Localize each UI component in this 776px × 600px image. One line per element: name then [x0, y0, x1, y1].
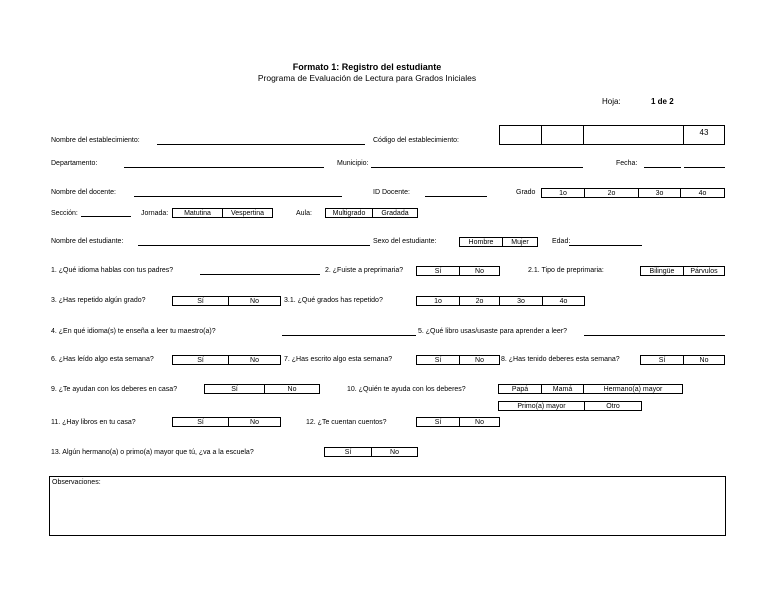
teacher-name-label: Nombre del docente: [51, 189, 116, 196]
q1-label: 1. ¿Qué idioma hablas con tus padres? [51, 267, 174, 274]
classroom-option-graded[interactable]: Gradada [372, 208, 418, 218]
date-label: Fecha: [616, 160, 638, 167]
q8-no[interactable]: No [683, 355, 725, 365]
q8-yes[interactable]: Sí [640, 355, 684, 365]
helper-older-cousin[interactable]: Primo(a) mayor [498, 401, 585, 411]
q12-no[interactable]: No [459, 417, 500, 427]
q3-options [172, 296, 281, 306]
section-field[interactable] [81, 216, 131, 217]
q2-1-options [640, 266, 725, 276]
q2-1-label: 2.1. Tipo de preprimaria: [528, 267, 604, 274]
date-field-1[interactable] [644, 167, 681, 168]
q4-label: 4. ¿En qué idioma(s) te enseña a leer tu maestro(a)? [51, 328, 216, 335]
helper-mom[interactable]: Mamá [541, 384, 584, 394]
form-subtitle: Programa de Evaluación de Lectura para Grados Iniciales [257, 73, 477, 83]
q3-yes[interactable]: Sí [172, 296, 229, 306]
grade-option-4[interactable]: 4o [680, 188, 725, 198]
preschool-parvulos[interactable]: Párvulos [683, 266, 725, 276]
q9-label: 9. ¿Te ayudan con los deberes en casa? [51, 386, 178, 393]
helper-older-sibling[interactable]: Hermano(a) mayor [583, 384, 683, 394]
grade-option-2[interactable]: 2o [584, 188, 639, 198]
sheet-value: 1 de 2 [651, 97, 674, 106]
municipality-label: Municipio: [337, 160, 369, 167]
municipality-field[interactable] [371, 167, 583, 168]
section-label: Sección: [51, 210, 78, 217]
grade-label: Grado [516, 189, 536, 196]
q10-options-row1 [498, 384, 683, 394]
establishment-name-field[interactable] [157, 144, 365, 145]
q13-options [324, 447, 418, 457]
age-field[interactable] [569, 245, 642, 246]
q3-1-options [416, 296, 585, 306]
repeated-grade-2[interactable]: 2o [459, 296, 500, 306]
classroom-label: Aula: [296, 210, 312, 217]
repeated-grade-4[interactable]: 4o [542, 296, 585, 306]
q11-yes[interactable]: Sí [172, 417, 229, 427]
student-name-field[interactable] [138, 245, 370, 246]
helper-other[interactable]: Otro [584, 401, 642, 411]
department-field[interactable] [124, 167, 324, 168]
q7-yes[interactable]: Sí [416, 355, 460, 365]
grade-option-1[interactable]: 1o [541, 188, 585, 198]
code-box-3[interactable] [583, 125, 684, 145]
q11-label: 11. ¿Hay libros en tu casa? [51, 419, 136, 426]
q2-no[interactable]: No [459, 266, 500, 276]
q1-field[interactable] [200, 274, 320, 275]
classroom-option-multigrade[interactable]: Multigrado [325, 208, 373, 218]
sex-option-female[interactable]: Mujer [502, 237, 538, 247]
q11-no[interactable]: No [228, 417, 281, 427]
q7-no[interactable]: No [459, 355, 500, 365]
shift-option-afternoon[interactable]: Vespertina [222, 208, 273, 218]
q10-options-row2 [498, 401, 642, 411]
q5-label: 5. ¿Qué libro usas/usaste para aprender a leer? [418, 328, 568, 335]
q10-label: 10. ¿Quién te ayuda con los deberes? [347, 386, 466, 393]
q2-label: 2. ¿Fuiste a preprimaria? [325, 267, 404, 274]
code-box-1[interactable] [499, 125, 542, 145]
q2-yes[interactable]: Sí [416, 266, 460, 276]
q12-options [416, 417, 500, 427]
observations-box[interactable] [49, 476, 726, 536]
establishment-name-label: Nombre del establecimiento: [51, 137, 140, 144]
classroom-options [325, 208, 418, 218]
teacher-name-field[interactable] [134, 196, 342, 197]
observations-label: Observaciones: [52, 479, 101, 486]
q7-label: 7. ¿Has escrito algo esta semana? [284, 356, 393, 363]
q13-label: 13. Algún hermano(a) o primo(a) mayor que tú, ¿va a la escuela? [51, 449, 254, 456]
grade-options [541, 188, 725, 198]
q13-no[interactable]: No [371, 447, 418, 457]
q7-options [416, 355, 500, 365]
sex-options [459, 237, 538, 247]
form-title: Formato 1: Registro del estudiante [292, 62, 442, 72]
shift-options [172, 208, 273, 218]
repeated-grade-1[interactable]: 1o [416, 296, 460, 306]
teacher-id-label: ID Docente: [373, 189, 410, 196]
age-label: Edad: [552, 238, 571, 245]
grade-option-3[interactable]: 3o [638, 188, 681, 198]
q6-label: 6. ¿Has leído algo esta semana? [51, 356, 154, 363]
sheet-label: Hoja: [602, 97, 621, 106]
q9-options [204, 384, 320, 394]
q6-yes[interactable]: Sí [172, 355, 229, 365]
department-label: Departamento: [51, 160, 98, 167]
preschool-bilingual[interactable]: Bilingüe [640, 266, 684, 276]
q12-label: 12. ¿Te cuentan cuentos? [306, 419, 387, 426]
date-field-2[interactable] [684, 167, 725, 168]
code-box-2[interactable] [541, 125, 584, 145]
q9-no[interactable]: No [264, 384, 320, 394]
helper-dad[interactable]: Papá [498, 384, 542, 394]
sex-option-male[interactable]: Hombre [459, 237, 503, 247]
code-box-4[interactable] [683, 125, 725, 145]
q8-label: 8. ¿Has tenido deberes esta semana? [501, 356, 620, 363]
q3-no[interactable]: No [228, 296, 281, 306]
code-value: 43 [699, 128, 709, 137]
q4-field[interactable] [282, 335, 416, 336]
q9-yes[interactable]: Sí [204, 384, 265, 394]
establishment-code-label: Código del establecimiento: [373, 137, 459, 144]
student-sex-label: Sexo del estudiante: [373, 238, 437, 245]
shift-label: Jornada: [141, 210, 169, 217]
q5-field[interactable] [584, 335, 725, 336]
repeated-grade-3[interactable]: 3o [499, 296, 543, 306]
q3-label: 3. ¿Has repetido algún grado? [51, 297, 146, 304]
shift-option-morning[interactable]: Matutina [172, 208, 223, 218]
q3-1-label: 3.1. ¿Qué grados has repetido? [284, 297, 383, 304]
q13-yes[interactable]: Sí [324, 447, 372, 457]
q6-options [172, 355, 281, 365]
q2-options [416, 266, 500, 276]
teacher-id-field[interactable] [425, 196, 487, 197]
q6-no[interactable]: No [228, 355, 281, 365]
q11-options [172, 417, 281, 427]
student-name-label: Nombre del estudiante: [51, 238, 124, 245]
q12-yes[interactable]: Sí [416, 417, 460, 427]
q8-options [640, 355, 725, 365]
